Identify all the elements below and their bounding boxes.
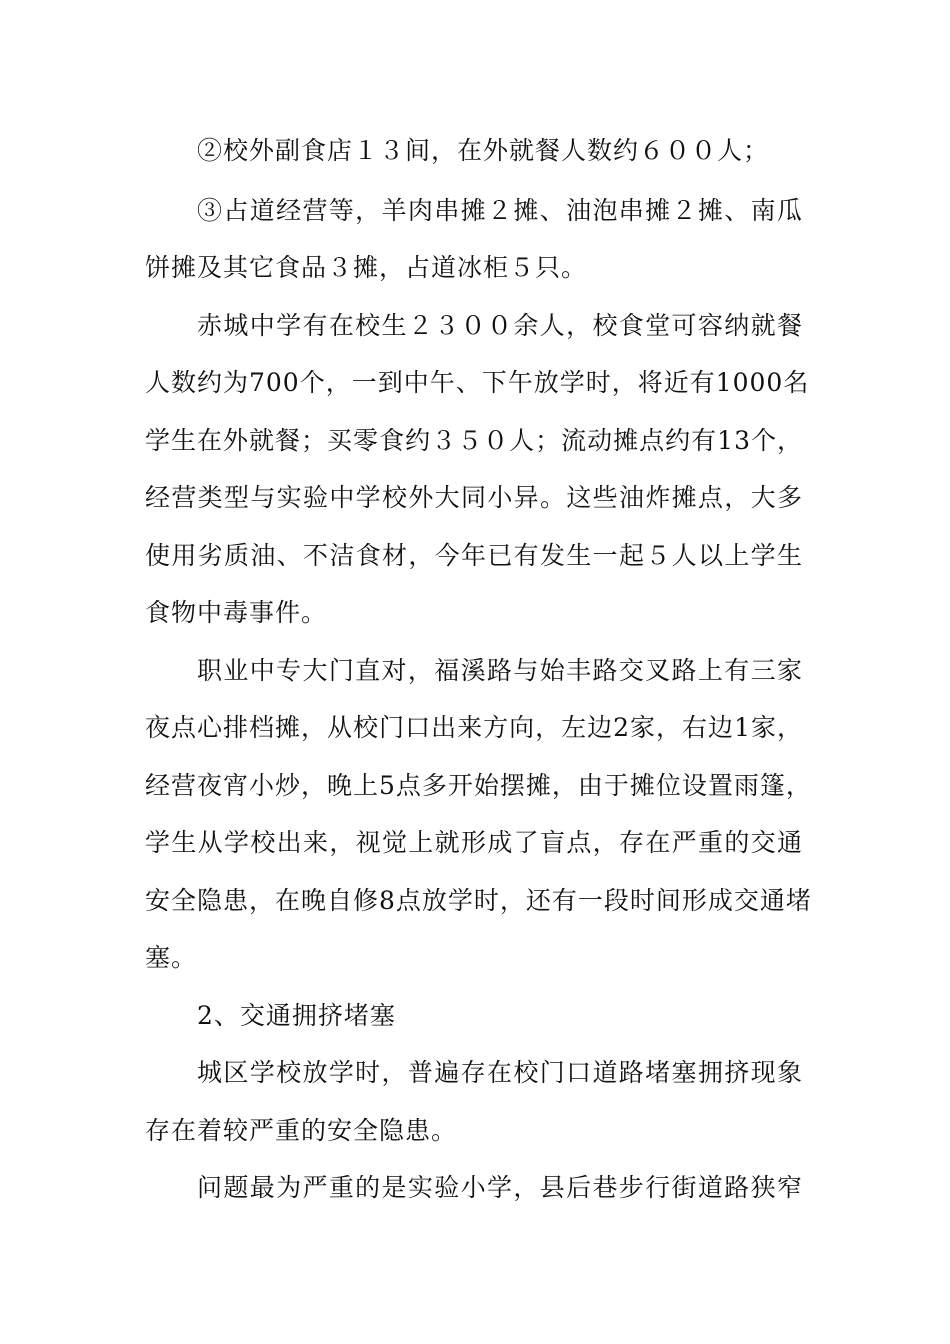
paragraph-line: ②校外副食店１３间，在外就餐人数约６００人； xyxy=(197,136,770,165)
paragraph-line: 问题最为严重的是实验小学，县后巷步行街道路狭窄 xyxy=(197,1173,803,1202)
paragraph-line: 学生在外就餐；买零食约３５０人；流动摊点约有13个， xyxy=(145,426,803,455)
paragraph-line: 人数约为700个，一到中午、下午放学时，将近有1000名 xyxy=(145,368,810,397)
paragraph-line: 安全隐患，在晚自修8点放学时，还有一段时间形成交通堵 xyxy=(145,886,812,915)
paragraph-line: 经营夜宵小炒，晚上5点多开始摆摊，由于摊位设置雨篷， xyxy=(145,771,812,800)
paragraph-line: 塞。 xyxy=(145,943,198,972)
paragraph-line: 赤城中学有在校生２３００余人，校食堂可容纳就餐 xyxy=(197,311,803,340)
paragraph-line: 学生从学校出来，视觉上就形成了盲点，存在严重的交通 xyxy=(145,828,803,857)
paragraph-line: 饼摊及其它食品３摊，占道冰柜５只。 xyxy=(145,253,588,282)
paragraph-line: 城区学校放学时，普遍存在校门口道路堵塞拥挤现象 xyxy=(197,1058,803,1087)
paragraph-line: 使用劣质油、不洁食材，今年已有发生一起５人以上学生 xyxy=(145,541,803,570)
paragraph-line: 食物中毒事件。 xyxy=(145,598,328,627)
paragraph-line: ③占道经营等，羊肉串摊２摊、油泡串摊２摊、南瓜 xyxy=(197,196,803,225)
paragraph-line: 经营类型与实验中学校外大同小异。这些油炸摊点，大多 xyxy=(145,483,803,512)
paragraph-line: 职业中专大门直对，福溪路与始丰路交叉路上有三家 xyxy=(197,656,803,685)
section-heading: 2、交通拥挤堵塞 xyxy=(197,1001,396,1030)
paragraph-line: 存在着较严重的安全隐患。 xyxy=(145,1116,458,1145)
paragraph-line: 夜点心排档摊，从校门口出来方向，左边2家，右边1家， xyxy=(145,713,803,742)
